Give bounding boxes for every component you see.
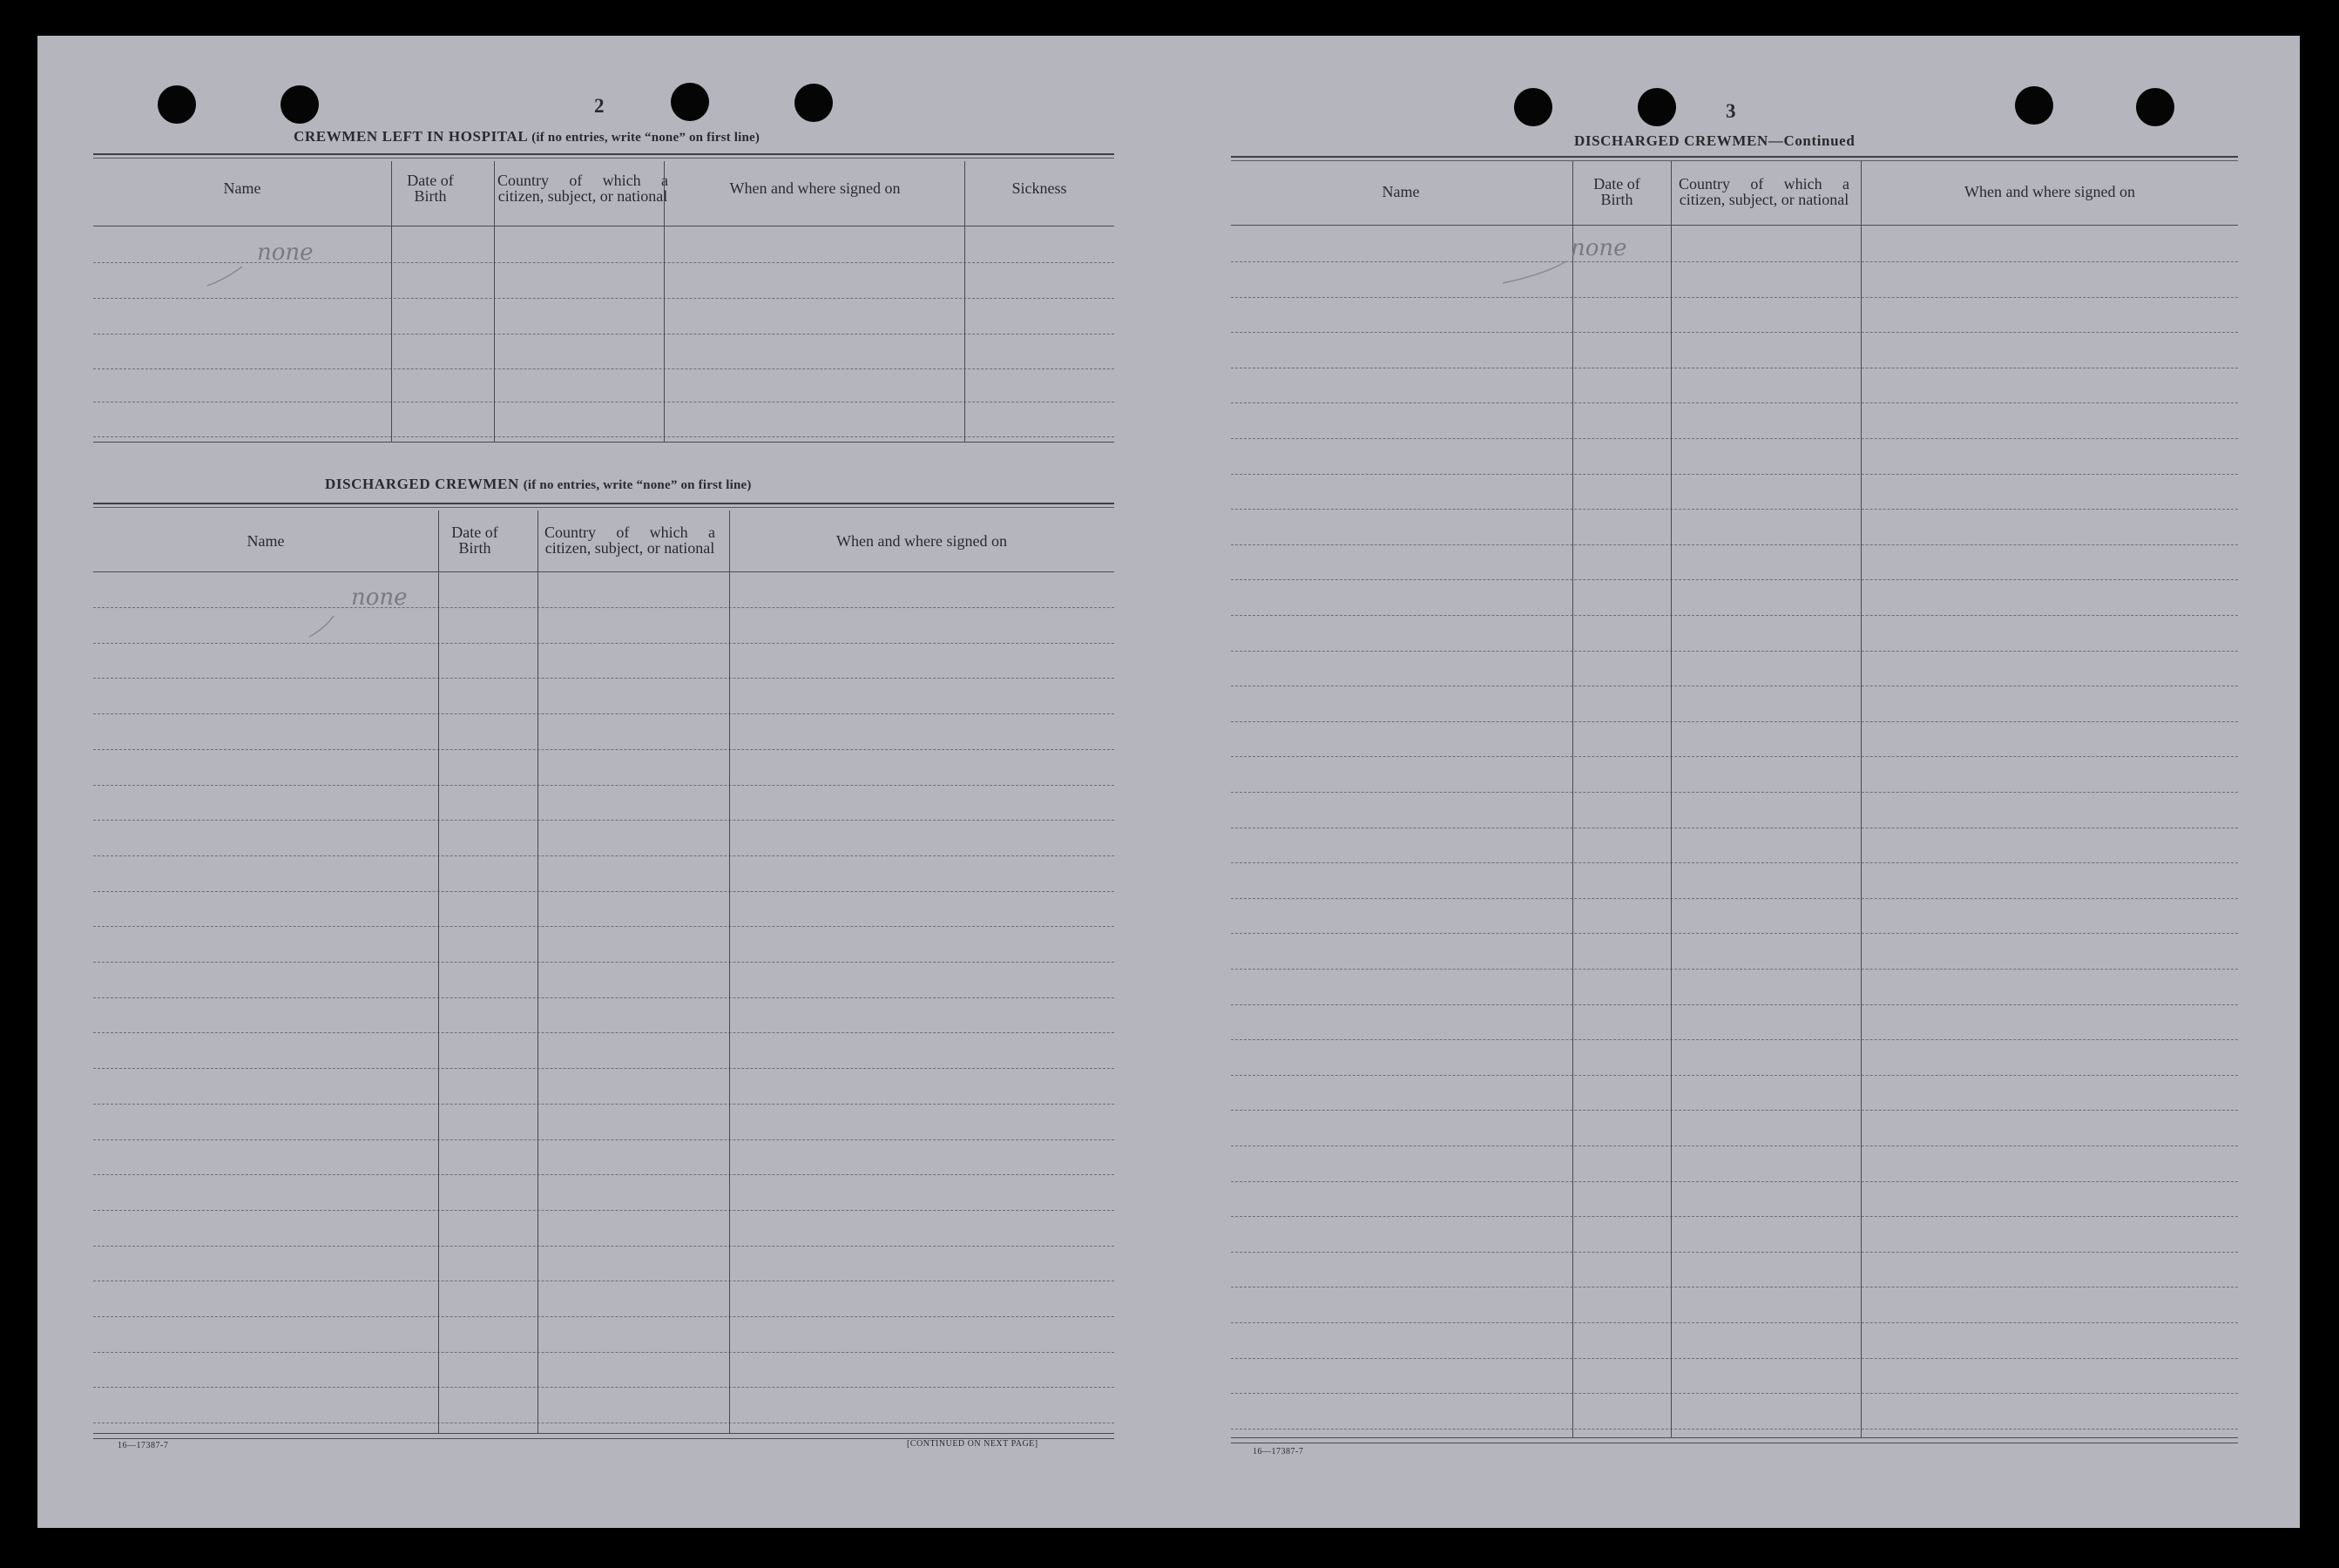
- table-row-line: [1231, 544, 2238, 545]
- table-row-line: [1231, 1110, 2238, 1111]
- table-row-line: [93, 962, 1114, 963]
- table-row-line: [1231, 1181, 2238, 1182]
- table-row-line: [93, 1352, 1114, 1353]
- table-row-line: [93, 298, 1114, 299]
- column-header-signed-on: When and where signed on: [836, 532, 1007, 550]
- table-row-line: [93, 368, 1114, 369]
- column-divider: [729, 510, 730, 1434]
- discharged-section-instruction: (if no entries, write “none” on first line): [523, 478, 752, 492]
- table-row-line: [1231, 651, 2238, 652]
- discharged-section-title-text: DISCHARGED CREWMEN: [325, 476, 519, 492]
- table-row-line: [1231, 438, 2238, 439]
- table-row-line: [93, 1174, 1114, 1175]
- table-row-line: [1231, 969, 2238, 970]
- table-row-line: [93, 855, 1114, 856]
- table-row-line: [1231, 721, 2238, 722]
- punch-hole: [2015, 86, 2053, 125]
- table-top-rule: [93, 503, 1114, 508]
- punch-hole: [1638, 88, 1676, 126]
- punch-hole: [1514, 88, 1552, 126]
- table-row-line: [1231, 1358, 2238, 1359]
- column-header-sickness: Sickness: [1011, 179, 1067, 197]
- form-sheet: [37, 36, 2300, 1528]
- table-row-line: [93, 820, 1114, 821]
- handwritten-none: [194, 232, 325, 293]
- table-row-line: [1231, 509, 2238, 510]
- table-row-line: [1231, 862, 2238, 863]
- column-header-country: Country of which a citizen, subject, or national: [497, 172, 668, 205]
- column-header-signed-on: When and where signed on: [729, 179, 901, 197]
- table-row-line: [93, 678, 1114, 679]
- table-row-line: [1231, 297, 2238, 298]
- table-bottom-rule: [93, 442, 1114, 443]
- handwritten-none: [264, 574, 421, 644]
- punch-hole: [281, 85, 319, 124]
- column-header-date-of-birth: Date of Birth: [451, 524, 498, 557]
- table-row-line: [93, 997, 1114, 998]
- table-row-line: [93, 1139, 1114, 1140]
- table-row-line: [93, 643, 1114, 644]
- handwritten-none: [1466, 222, 1649, 292]
- table-row-line: [93, 334, 1114, 335]
- table-row-line: [93, 891, 1114, 892]
- punch-hole: [158, 85, 196, 124]
- table-row-line: [1231, 756, 2238, 757]
- hospital-section-instruction: (if no entries, write “none” on first line): [531, 131, 761, 145]
- column-header-name: Name: [1382, 183, 1420, 200]
- form-number: 16—17387-7: [1253, 1447, 1304, 1456]
- table-row-line: [1231, 933, 2238, 934]
- continued-note: [CONTINUED ON NEXT PAGE]: [907, 1439, 1038, 1449]
- column-divider: [1671, 161, 1672, 1438]
- punch-hole: [671, 83, 709, 121]
- column-divider: [537, 510, 538, 1434]
- table-row-line: [1231, 792, 2238, 793]
- punch-hole: [794, 84, 833, 122]
- column-divider: [1861, 161, 1862, 1438]
- table-row-line: [1231, 1004, 2238, 1005]
- column-divider: [1572, 161, 1573, 1438]
- header-bottom-rule: [93, 571, 1114, 572]
- discharged-section-title: [325, 476, 752, 493]
- table-row-line: [1231, 1075, 2238, 1076]
- table-row-line: [1231, 1287, 2238, 1288]
- table-row-line: [1231, 474, 2238, 475]
- page-number: 3: [1726, 100, 1736, 122]
- table-row-line: [93, 1068, 1114, 1069]
- table-row-line: [93, 1104, 1114, 1105]
- table-bottom-rule: [93, 1433, 1114, 1434]
- table-row-line: [1231, 1216, 2238, 1217]
- table-row-line: [1231, 1393, 2238, 1394]
- table-row-line: [93, 1316, 1114, 1317]
- discharged-continued-title: DISCHARGED CREWMEN—Continued: [1574, 132, 1856, 149]
- table-row-line: [93, 436, 1114, 437]
- page-number: 2: [594, 95, 605, 117]
- column-header-signed-on: When and where signed on: [1964, 183, 2135, 200]
- handwritten-none-text: none: [257, 240, 314, 266]
- table-row-line: [1231, 615, 2238, 616]
- column-header-country: Country of which a citizen, subject, or national: [544, 524, 715, 557]
- column-divider: [438, 510, 439, 1434]
- column-header-country: Country of which a citizen, subject, or national: [1679, 175, 1849, 208]
- table-row-line: [93, 713, 1114, 714]
- handwritten-none-text: none: [351, 585, 408, 611]
- table-row-line: [1231, 1252, 2238, 1253]
- table-bottom-rule: [1231, 1437, 2238, 1438]
- punch-hole: [2136, 88, 2174, 126]
- handwritten-none-text: none: [1571, 235, 1627, 261]
- column-divider: [664, 161, 665, 442]
- table-row-line: [93, 1387, 1114, 1388]
- table-row-line: [1231, 402, 2238, 403]
- table-row-line: [93, 1246, 1114, 1247]
- table-row-line: [93, 1210, 1114, 1211]
- table-row-line: [1231, 1322, 2238, 1323]
- hospital-section-title-text: CREWMEN LEFT IN HOSPITAL: [294, 128, 528, 145]
- table-row-line: [93, 785, 1114, 786]
- column-header-date-of-birth: Date of Birth: [1593, 175, 1640, 208]
- table-row-line: [1231, 332, 2238, 333]
- column-header-name: Name: [247, 532, 285, 550]
- table-row-line: [1231, 898, 2238, 899]
- table-row-line: [1231, 1039, 2238, 1040]
- column-header-name: Name: [223, 179, 261, 197]
- column-divider: [494, 161, 495, 442]
- header-bottom-rule: [1231, 225, 2238, 226]
- table-row-line: [93, 926, 1114, 927]
- column-divider: [391, 161, 392, 442]
- table-row-line: [93, 607, 1114, 608]
- table-row-line: [1231, 579, 2238, 580]
- table-row-line: [93, 1032, 1114, 1033]
- hospital-section-title: [294, 128, 760, 145]
- table-row-line: [93, 749, 1114, 750]
- column-divider: [964, 161, 965, 442]
- form-number: 16—17387-7: [118, 1441, 169, 1450]
- table-row-line: [1231, 261, 2238, 262]
- column-header-date-of-birth: Date of Birth: [407, 172, 454, 205]
